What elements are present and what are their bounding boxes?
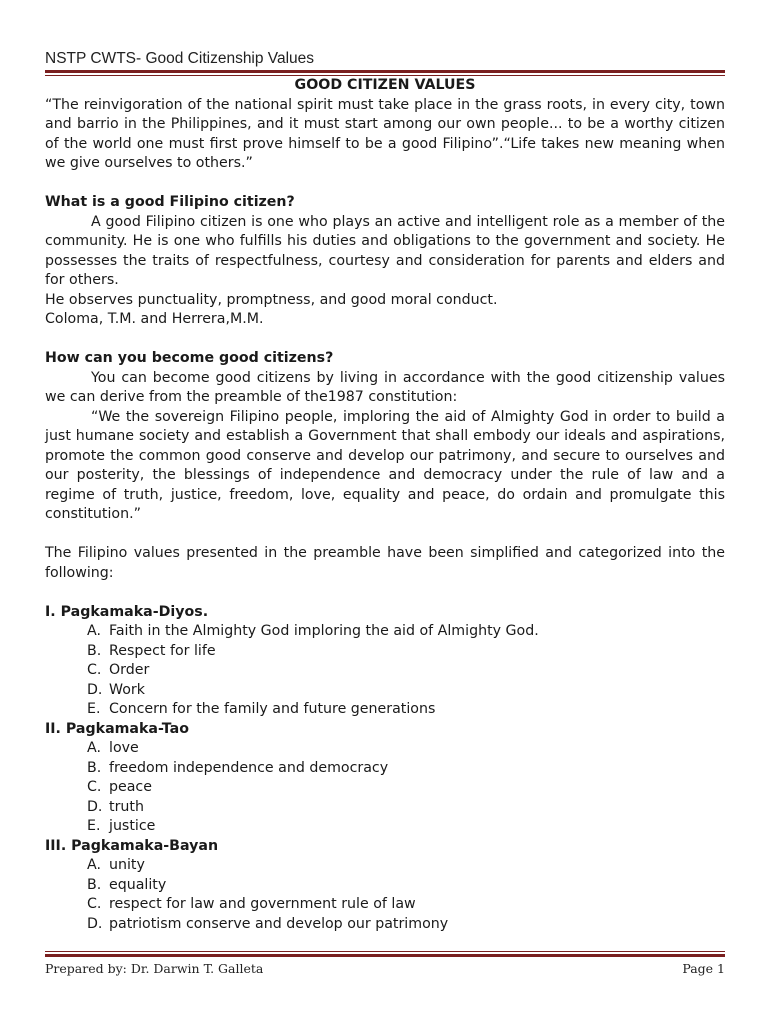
value-list [45, 856, 725, 934]
page-footer [45, 961, 725, 976]
footer-rule-thin [45, 951, 725, 952]
list-item: A. unity [87, 857, 145, 873]
category-heading: II. Pagkamaka-Tao [45, 720, 189, 737]
paragraph: You can become good citizens by living in accordance with the good citizenship values we can derive from the preamble of the1987 constitution: [45, 369, 725, 405]
list-item: D. Work [87, 681, 145, 698]
list-item: C. peace [87, 779, 152, 795]
list-item: D. patriotism conserve and develop our patrimony [87, 915, 449, 932]
list-item: E. Concern for the family and future generations [87, 701, 436, 717]
paragraph: A good Filipino citizen is one who plays an active and intelligent role as a member of the community. He is one who fulfills his duties and obligations to the government and society. He possesses the traits of respectfulness, courtesy and consideration for parents and elders and for others. [45, 213, 725, 288]
footer-rule-thick [45, 954, 725, 957]
document-page [45, 0, 725, 1024]
intro-quote: “The reinvigoration of the national spirit must take place in the grass roots, in every city, town and barrio in the Philippines, and it must start among our own people... to be a worthy citizen of the world one must first prove himself to be a good Filipino”.“Life takes new meaning when we give ourselves to others.” [45, 96, 725, 171]
value-list [45, 739, 725, 837]
list-item: A. Faith in the Almighty God imploring the aid of Almighty God. [87, 623, 539, 639]
list-item: B. freedom independence and democracy [87, 759, 389, 776]
category-heading: I. Pagkamaka-Diyos. [45, 603, 209, 620]
list-item: D. truth [87, 798, 144, 815]
citation: Coloma, T.M. and Herrera,M.M. [45, 311, 264, 327]
list-item: C. Order [87, 662, 150, 678]
list-item: B. Respect for life [87, 642, 216, 659]
document-body [45, 76, 725, 934]
list-item: C. respect for law and government rule of law [87, 896, 416, 912]
value-list [45, 622, 725, 720]
section-heading: What is a good Filipino citizen? [45, 194, 295, 210]
running-header: NSTP CWTS- Good Citizenship Values [45, 50, 315, 67]
category-heading: III. Pagkamaka-Bayan [45, 837, 219, 854]
section-heading: How can you become good citizens? [45, 350, 334, 366]
list-item: B. equality [87, 876, 167, 893]
document-title: GOOD CITIZEN VALUES [294, 77, 476, 93]
paragraph: He observes punctuality, promptness, and good moral conduct. [45, 291, 498, 308]
list-item: A. love [87, 740, 139, 756]
header-rule-thick [45, 70, 725, 73]
list-item: E. justice [87, 818, 156, 834]
preamble-quote: “We the sovereign Filipino people, imploring the aid of Almighty God in order to build a just humane society and establish a Government that shall embody our ideals and aspirations, promote the common good conserve and develop our patrimony, and secure to ourselves and our posterity, the blessings of independence and democracy under the rule of law and a regime of truth, justice, freedom, love, equality and peace, do ordain and promulgate this constitution.” [45, 408, 725, 522]
paragraph: The Filipino values presented in the preamble have been simplified and categorized into the following: [45, 545, 725, 581]
prepared-by: Prepared by: Dr. Darwin T. Galleta [45, 961, 264, 976]
page-number: Page 1 [682, 961, 725, 976]
